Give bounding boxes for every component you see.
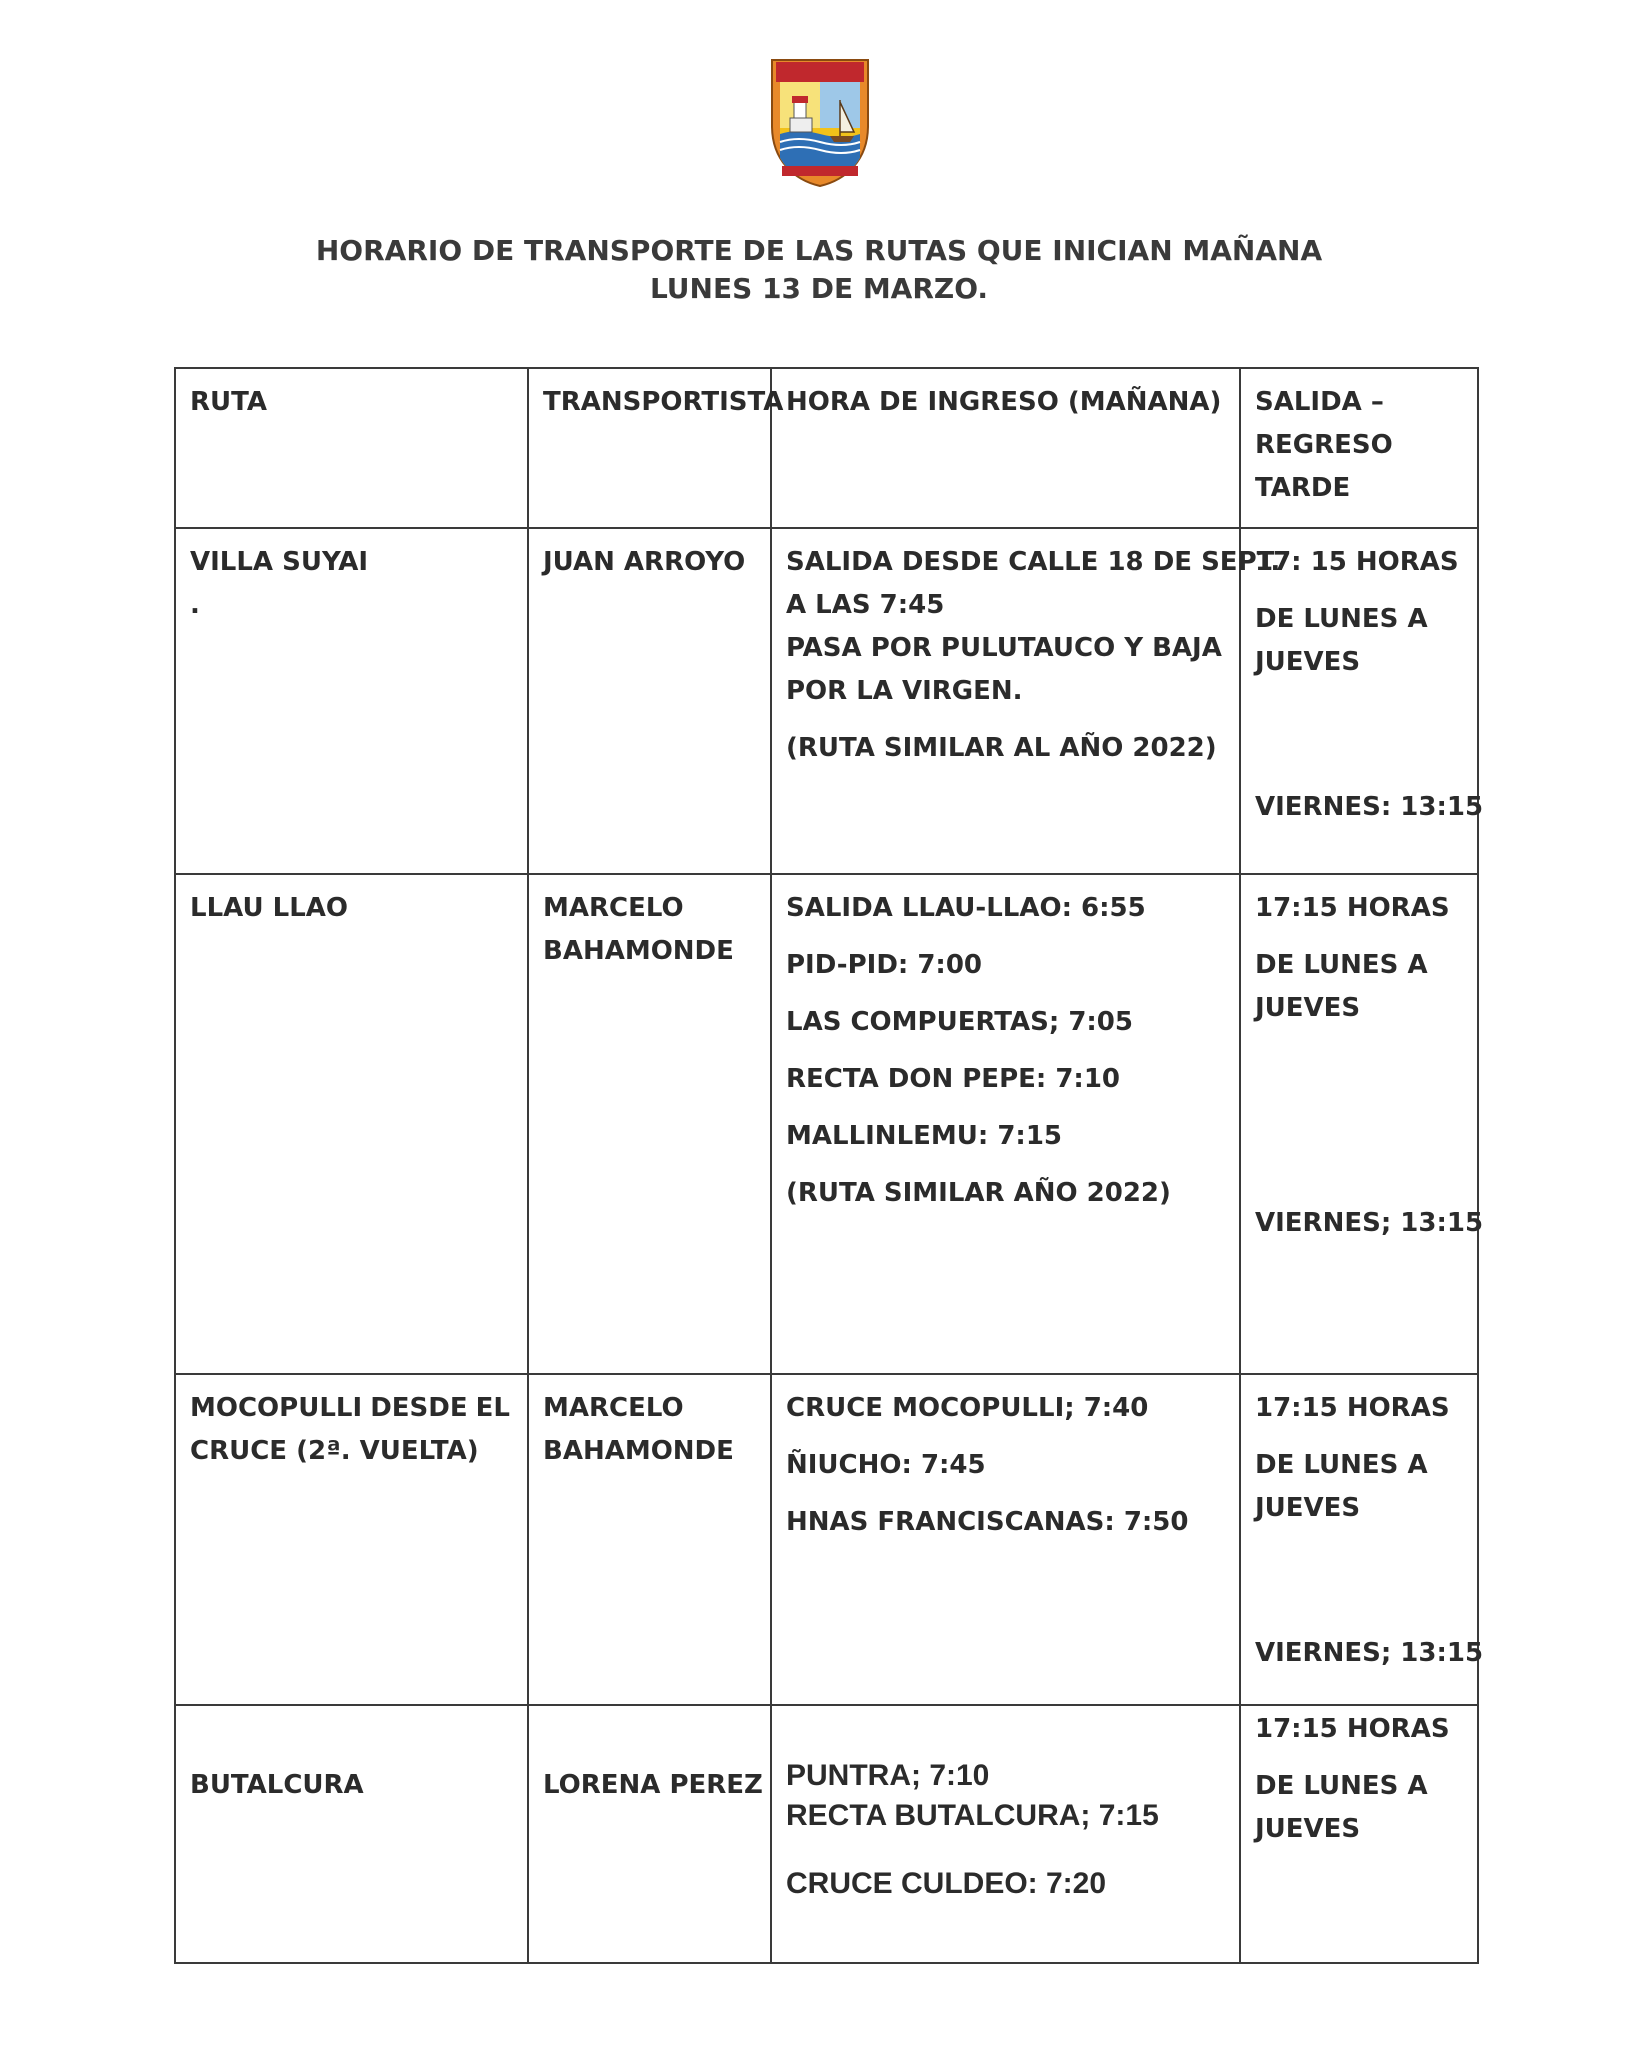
cell-salida: 17:15 HORAS DE LUNES A JUEVES VIERNES; 13:15: [1240, 874, 1478, 1374]
school-crest-logo: [768, 56, 872, 188]
header-salida: SALIDA – REGRESO TARDE: [1240, 368, 1478, 528]
header-hora-ingreso: HORA DE INGRESO (MAÑANA): [771, 368, 1240, 528]
table-header-row: [175, 368, 1478, 528]
title-line-2: LUNES 13 DE MARZO.: [649, 272, 989, 305]
cell-ruta: LLAU LLAO: [175, 874, 528, 1374]
cell-transportista: JUAN ARROYO: [528, 528, 771, 874]
table-row: [175, 874, 1478, 1374]
cell-ruta: VILLA SUYAI .: [175, 528, 528, 874]
transport-schedule-table: [174, 367, 1484, 1964]
title-line-1: HORARIO DE TRANSPORTE DE LAS RUTAS QUE INICIAN MAÑANA: [315, 234, 1323, 267]
ruta-line-1: MOCOPULLI DESDE EL: [190, 1393, 510, 1423]
cell-transportista: LORENA PEREZ: [528, 1705, 771, 1963]
cell-salida: 17:15 HORAS DE LUNES A JUEVES: [1240, 1705, 1478, 1963]
table-row: [175, 528, 1478, 874]
cell-hora-ingreso: CRUCE MOCOPULLI; 7:40 ÑIUCHO: 7:45 HNAS FRANCISCANAS: 7:50: [771, 1374, 1240, 1705]
table-row: [175, 1705, 1478, 1963]
cell-hora-ingreso: SALIDA DESDE CALLE 18 DE SEPT. A LAS 7:45 PASA POR PULUTAUCO Y BAJA POR LA VIRGEN. (RUTA SIMILAR AL AÑO 2022): [771, 528, 1240, 874]
cell-ruta: BUTALCURA: [175, 1705, 528, 1963]
header-transportista: TRANSPORTISTA: [528, 368, 771, 528]
cell-hora-ingreso: SALIDA LLAU-LLAO: 6:55 PID-PID: 7:00 LAS COMPUERTAS; 7:05 RECTA DON PEPE: 7:10 MALLINLEMU: 7:15 (RUTA SIMILAR AÑO 2022): [771, 874, 1240, 1374]
cell-ruta: MOCOPULLI DESDE EL CRUCE (2ª. VUELTA): [175, 1374, 528, 1705]
cell-transportista: MARCELO BAHAMONDE: [528, 874, 771, 1374]
cell-salida: 17: 15 HORAS DE LUNES A JUEVES VIERNES: 13:15: [1240, 528, 1478, 874]
header-ruta: RUTA: [175, 368, 528, 528]
cell-transportista: MARCELO BAHAMONDE: [528, 1374, 771, 1705]
page-title: [0, 232, 1638, 308]
cell-hora-ingreso: PUNTRA; 7:10 RECTA BUTALCURA; 7:15 CRUCE CULDEO: 7:20: [771, 1705, 1240, 1963]
cell-salida: 17:15 HORAS DE LUNES A JUEVES VIERNES; 13:15: [1240, 1374, 1478, 1705]
table-row: [175, 1374, 1478, 1705]
